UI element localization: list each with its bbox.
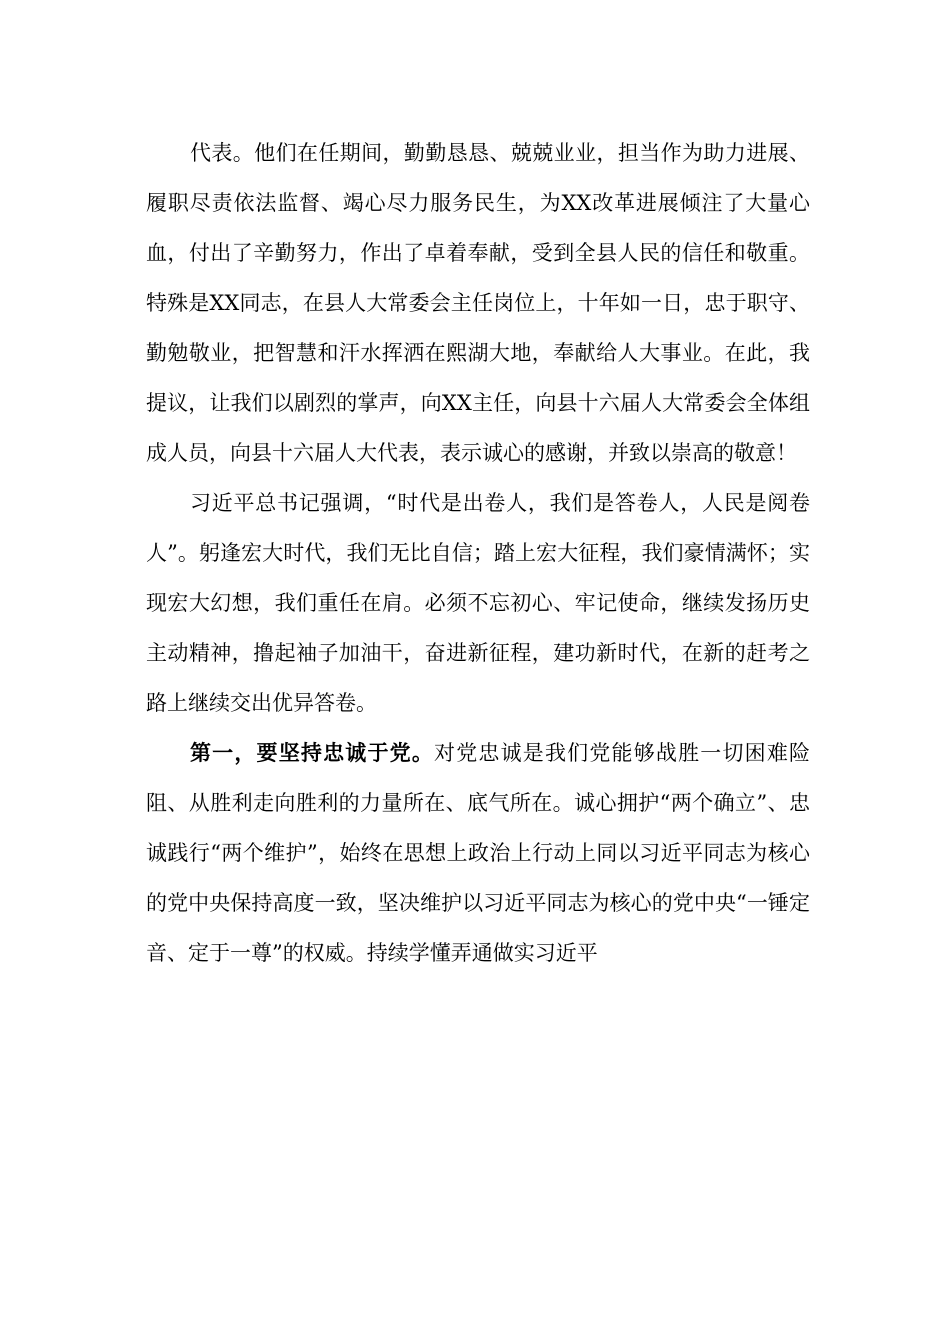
paragraph-continuation: [146, 128, 810, 478]
paragraph-text: 对党忠诚是我们党能够战胜一切困难险阻、从胜利走向胜利的力量所在、底气所在。诚心拥护“两个确立”、忠诚践行“两个维护”，始终在思想上政治上行动上同以习近平同志为核心的党中央保持高度一致，坚决维护以习近平同志为核心的党中央“一锤定音、定于一尊”的权威。持续学懂弄通做实习近平: [146, 741, 811, 965]
paragraph-quote: [146, 478, 810, 728]
paragraph-text: 代表。他们在任期间，勤勤恳恳、兢兢业业，担当作为助力进展、履职尽责依法监督、竭心尽力服务民生，为XX改革进展倾注了大量心血，付出了辛勤努力，作出了卓着奉献，受到全县人民的信任和敬重。特殊是XX同志，在县人大常委会主任岗位上，十年如一日，忠于职守、勤勉敬业，把智慧和汗水挥洒在熙湖大地，奉献给人大事业。在此，我提议，让我们以剧烈的掌声，向XX主任，向县十六届人大常委会全体组成人员，向县十六届人大代表，表示诚心的感谢，并致以崇高的敬意！: [146, 141, 810, 465]
paragraph-lead-heading: 第一，要坚持忠诚于党。: [190, 741, 435, 765]
document-body: [146, 128, 810, 978]
paragraph-first-point: [146, 728, 810, 978]
paragraph-text: 习近平总书记强调，“时代是出卷人，我们是答卷人，人民是阅卷人”。躬逢宏大时代，我们无比自信；踏上宏大征程，我们豪情满怀；实现宏大幻想，我们重任在肩。必须不忘初心、牢记使命，继续发扬历史主动精神，撸起袖子加油干，奋进新征程，建功新时代，在新的赶考之路上继续交出优异答卷。: [146, 491, 810, 715]
